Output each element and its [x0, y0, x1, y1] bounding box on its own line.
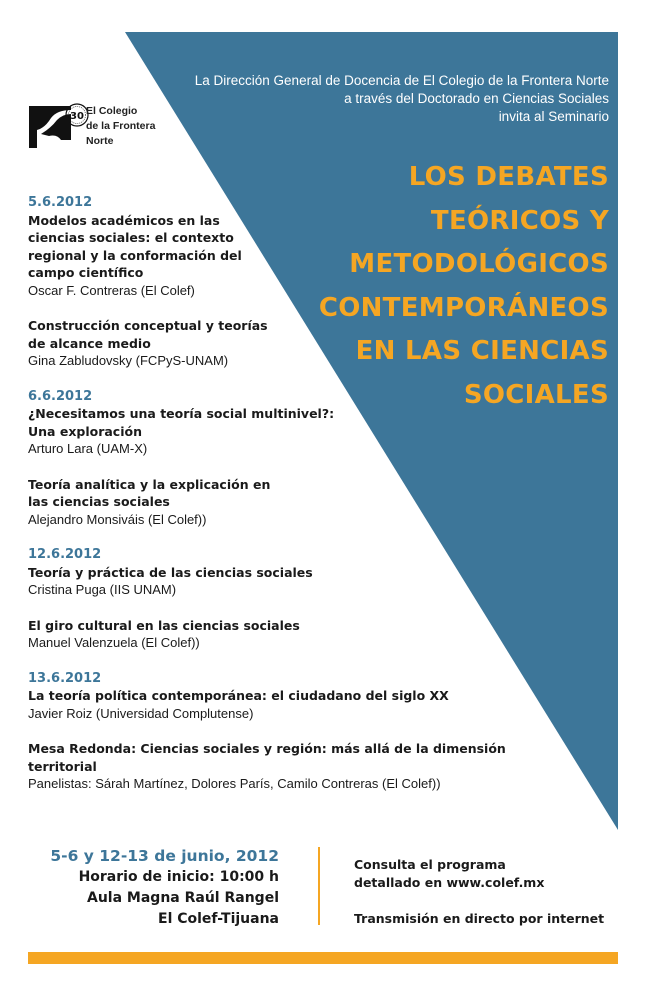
- session-date: 6.6.2012: [28, 388, 93, 404]
- invitation-text: [139, 72, 609, 126]
- title-line: LOS DEBATES: [408, 162, 609, 192]
- title-line: METODOLÓGICOS: [349, 249, 609, 279]
- talk-title: El giro cultural en las ciencias sociales: [28, 617, 300, 633]
- talk: [28, 740, 508, 793]
- start-time: Horario de inicio: 10:00 h: [78, 869, 279, 885]
- session-date: 12.6.2012: [28, 547, 102, 562]
- program-day: [28, 546, 508, 652]
- logo-line: de la Frontera: [86, 120, 156, 132]
- talk-speaker: Oscar F. Contreras (El Colef): [28, 282, 195, 298]
- title-line: EN LAS CIENCIAS: [355, 336, 609, 366]
- intro-line: La Dirección General de Docencia de El Colegio de la Frontera Norte: [194, 73, 609, 88]
- program-schedule: [28, 194, 508, 811]
- session-date: 5.6.2012: [28, 195, 93, 210]
- talk: [28, 617, 508, 652]
- talk: [28, 687, 508, 722]
- talk-title: ¿Necesitamos una teoría social multinivel?: Una exploración: [28, 406, 335, 439]
- intro-line: invita al Seminario: [498, 109, 609, 124]
- talk: [28, 405, 508, 458]
- event-details: [50, 846, 279, 930]
- talk-speaker: Javier Roiz (Universidad Complutense): [28, 705, 254, 721]
- title-line: SOCIALES: [463, 379, 609, 410]
- program-day: [28, 388, 508, 529]
- program-day: [28, 670, 508, 793]
- broadcast-note: Transmisión en directo por internet: [354, 911, 605, 926]
- talk-title: Construcción conceptual y teorías de alcance medio: [28, 318, 268, 351]
- consult-line: Consulta el programa: [354, 857, 506, 872]
- intro-line: a través del Doctorado en Ciencias Sociales: [344, 91, 609, 106]
- talk-speaker: Alejandro Monsiváis (El Colef)): [28, 511, 207, 527]
- session-date: 13.6.2012: [28, 670, 102, 686]
- orange-footer-bar: [28, 952, 618, 964]
- seal-number: 30: [70, 111, 84, 122]
- talk-title: Teoría y práctica de las ciencias sociales: [28, 564, 313, 580]
- talk-speaker: Manuel Valenzuela (El Colef)): [28, 635, 200, 650]
- footer-divider: [318, 847, 320, 925]
- talk-speaker: Cristina Puga (IIS UNAM): [28, 582, 177, 597]
- logo-name: [86, 104, 155, 149]
- title-line: TEÓRICOS Y: [430, 205, 609, 236]
- talk-speaker: Panelistas: Sárah Martínez, Dolores París, Camilo Contreras (El Colef)): [28, 776, 441, 791]
- talk-title: Modelos académicos en las ciencias sociales: el contexto regional y la conformación del campo científico: [28, 212, 242, 280]
- consult-line: detallado en www.colef.mx: [354, 875, 545, 890]
- event-info: [354, 856, 604, 928]
- program-day: [28, 194, 508, 370]
- talk: [28, 564, 508, 599]
- talk-title: Mesa Redonda: Ciencias sociales y región: más allá de la dimensión territorial: [28, 741, 506, 774]
- location: El Colef-Tijuana: [158, 911, 279, 927]
- title-line: CONTEMPORÁNEOS: [318, 292, 609, 323]
- talk-title: La teoría política contemporánea: el ciudadano del siglo XX: [28, 688, 449, 703]
- venue: Aula Magna Raúl Rangel: [87, 890, 279, 906]
- talk: [28, 476, 508, 529]
- talk-speaker: Arturo Lara (UAM-X): [28, 441, 148, 456]
- talk: [28, 317, 508, 370]
- logo-line: El Colegio: [86, 105, 138, 117]
- logo-line: Norte: [86, 135, 114, 147]
- event-dates: 5-6 y 12-13 de junio, 2012: [50, 847, 279, 865]
- talk-speaker: Gina Zabludovsky (FCPyS-UNAM): [28, 353, 229, 368]
- talk: [28, 212, 508, 300]
- talk-title: Teoría analítica y la explicación en las ciencias sociales: [28, 476, 271, 509]
